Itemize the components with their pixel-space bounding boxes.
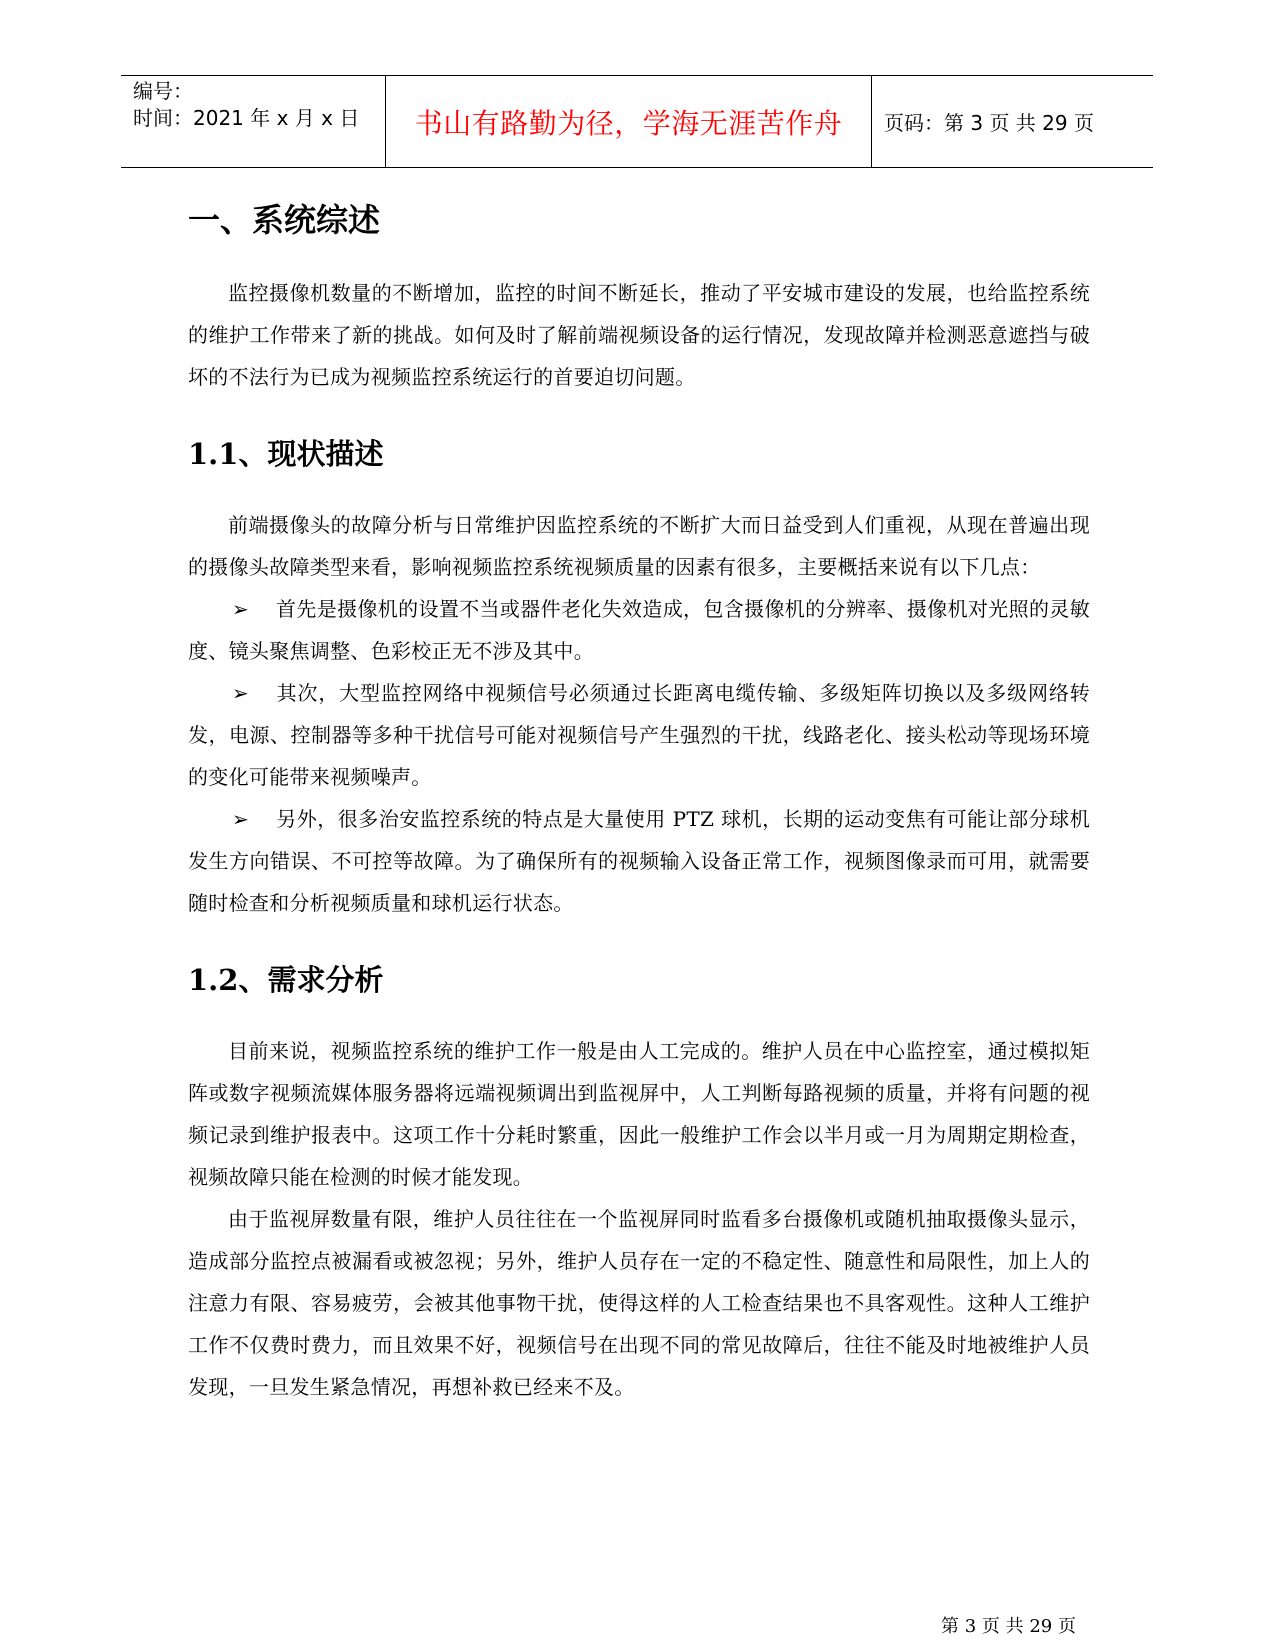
bullet-item xyxy=(188,672,1090,798)
page-footer: 第 3 页 共 29 页 xyxy=(941,1616,1076,1637)
document-date: 时间：2021 年 x 月 x 日 xyxy=(133,106,360,130)
section-heading-overview: 一、系统综述 xyxy=(188,201,381,239)
header-page-cell xyxy=(872,76,1153,167)
section-heading-status: 1.1、现状描述 xyxy=(188,437,384,471)
section-heading-requirements: 1.2、需求分析 xyxy=(188,963,384,997)
document-number: 编号： xyxy=(133,79,193,103)
bullet-text: 首先是摄像机的设置不当或器件老化失效造成，包含摄像机的分辨率、摄像机对光照的灵敏度、镜头聚焦调整、色彩校正无不涉及其中。 xyxy=(188,597,1090,663)
paragraph: 由于监视屏数量有限，维护人员往往在一个监视屏同时监看多台摄像机或随机抽取摄像头显示，造成部分监控点被漏看或被忽视；另外，维护人员存在一定的不稳定性、随意性和局限性，加上人的注意力有限、容易疲劳，会被其他事物干扰，使得这样的人工检查结果也不具客观性。这种人工维护工作不仅费时费力，而且效果不好，视频信号在出现不同的常见故障后，往往不能及时地被维护人员发现，一旦发生紧急情况，再想补救已经来不及。 xyxy=(188,1207,1090,1399)
bullet-arrow-icon: ➢ xyxy=(232,597,250,621)
header-page-number: 页码：第 3 页 共 29 页 xyxy=(884,111,1094,135)
bullet-text: 其次，大型监控网络中视频信号必须通过长距离电缆传输、多级矩阵切换以及多级网络转发，电源、控制器等多种干扰信号可能对视频信号产生强烈的干扰，线路老化、接头松动等现场环境的变化可能带来视频噪声。 xyxy=(188,681,1090,789)
header-info-cell xyxy=(121,76,385,167)
bullet-arrow-icon: ➢ xyxy=(232,681,250,705)
document-body xyxy=(188,180,1090,1408)
bullet-arrow-icon: ➢ xyxy=(232,807,250,831)
paragraph: 目前来说，视频监控系统的维护工作一般是由人工完成的。维护人员在中心监控室，通过模拟矩阵或数字视频流媒体服务器将远端视频调出到监视屏中，人工判断每路视频的质量，并将有问题的视频记录到维护报表中。这项工作十分耗时繁重，因此一般维护工作会以半月或一月为周期定期检查，视频故障只能在检测的时候才能发现。 xyxy=(188,1039,1090,1189)
paragraph: 前端摄像头的故障分析与日常维护因监控系统的不断扩大而日益受到人们重视，从现在普遍出现的摄像头故障类型来看，影响视频监控系统视频质量的因素有很多，主要概括来说有以下几点： xyxy=(188,513,1090,579)
bullet-item xyxy=(188,588,1090,672)
bullet-text: 另外，很多治安监控系统的特点是大量使用 PTZ 球机，长期的运动变焦有可能让部分球机发生方向错误、不可控等故障。为了确保所有的视频输入设备正常工作，视频图像录而可用，就需要随时检查和分析视频质量和球机运行状态。 xyxy=(188,807,1090,915)
header-motto-cell xyxy=(385,76,872,167)
paragraph: 监控摄像机数量的不断增加，监控的时间不断延长，推动了平安城市建设的发展，也给监控系统的维护工作带来了新的挑战。如何及时了解前端视频设备的运行情况，发现故障并检测恶意遮挡与破坏的不法行为已成为视频监控系统运行的首要迫切问题。 xyxy=(188,281,1090,389)
bullet-item xyxy=(188,798,1090,924)
header-motto: 书山有路勤为径，学海无涯苦作舟 xyxy=(414,106,843,140)
page-header xyxy=(121,75,1153,168)
